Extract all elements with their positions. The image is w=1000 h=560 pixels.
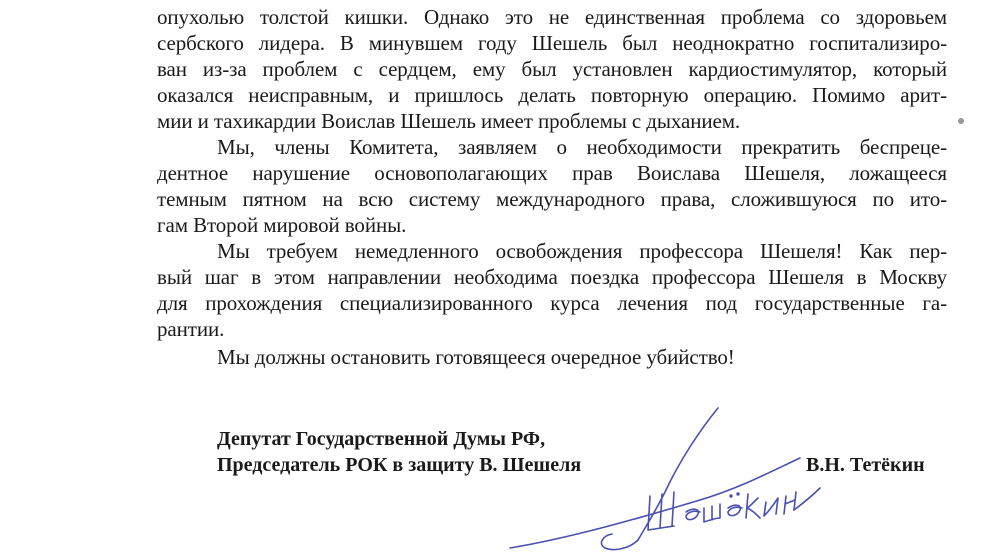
signatory-position-line-1: Депутат Государственной Думы РФ, (217, 428, 546, 450)
body-text-line: опухолью толстой кишки. Однако это не единственная проблема со здоровьем (157, 5, 947, 29)
body-text-line: Мы, члены Комитета, заявляем о необходимости прекратить беспреце- (217, 135, 947, 159)
body-text-line: гам Второй мировой войны. (157, 213, 407, 237)
scan-speck (958, 118, 964, 124)
signatory-position-line-2: Председатель РОК в защиту В. Шешеля (217, 454, 582, 476)
body-text-line: вый шаг в этом направлении необходима поездка профессора Шешеля в Москву (157, 265, 947, 289)
body-text-line: мии и тахикардии Воислав Шешель имеет проблемы с дыханием. (157, 109, 741, 133)
signatory-name: В.Н. Тетёкин (806, 454, 925, 476)
body-text-line: дентное нарушение основополагающих прав Воислава Шешеля, ложащееся (157, 161, 947, 185)
body-text-line: оказался неисправным, и пришлось делать повторную операцию. Помимо арит- (157, 83, 947, 107)
body-text-line: рантии. (157, 317, 225, 341)
handwritten-signature (490, 400, 870, 560)
body-text-line: Мы требуем немедленного освобождения профессора Шешеля! Как пер- (217, 239, 947, 263)
body-text-line: для прохождения специализированного курса лечения под государственные га- (157, 291, 947, 315)
body-text-line: сербского лидера. В минувшем году Шешель был неоднократно госпитализиро- (157, 31, 947, 55)
body-text-line: ван из-за проблем с сердцем, ему был установлен кардиостимулятор, который (157, 57, 947, 81)
body-text-line: Мы должны остановить готовящееся очередное убийство! (217, 345, 735, 369)
body-text-line: темным пятном на всю систему международного права, сложившуюся по ито- (157, 187, 947, 211)
